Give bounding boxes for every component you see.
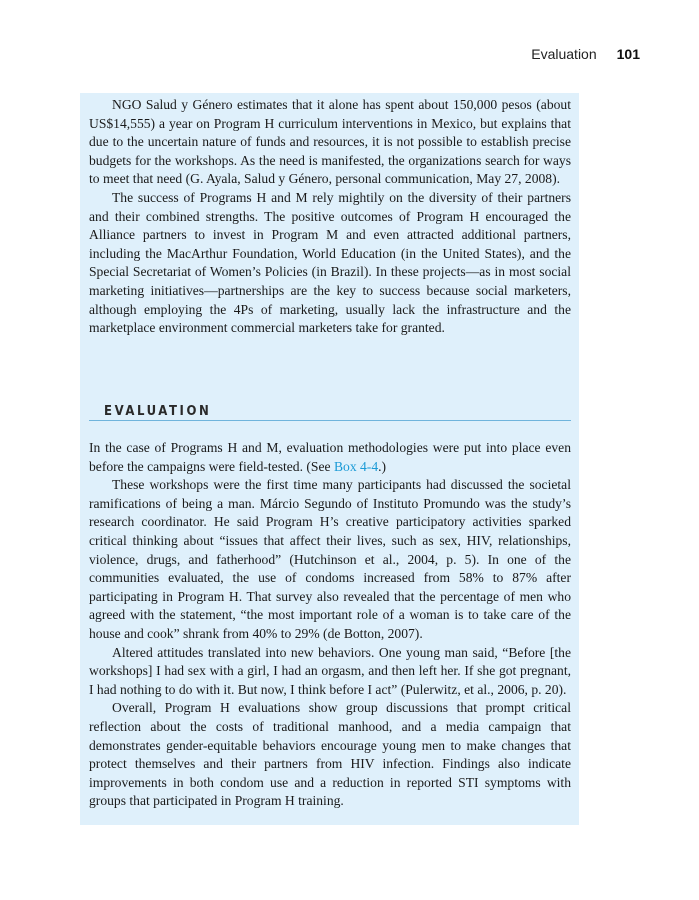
intro-paragraph-1: NGO Salud y Género estimates that it alone has spent about 150,000 pesos (about US$14,555) a year on Program H curriculum interventions in Mexico, but explains that due to the uncertain nature of funds and resources, it is not possible to establish precise budgets for the workshops. As the need is manifested, the organizations search for ways to meet that need (G. Ayala, Salud y Género, personal communication, May 27, 2008).: [89, 97, 571, 187]
evaluation-paragraph-3: Altered attitudes translated into new behaviors. One young man said, “Before [the workshops] I had sex with a girl, I had an orgasm, and then left her. If she got pregnant, I had nothing to do with it. But now, I think before I act” (Pulerwitz, et al., 2006, p. 20).: [89, 644, 571, 697]
intro-paragraph-2: The success of Programs H and M rely mightily on the diversity of their partners and their combined strengths. The positive outcomes of Program H encouraged the Alliance partners to invest in Program M and even attracted additional partners, including the MacArthur Foundation, World Education (in the United States), and the Special Secretariat of Women’s Policies (in Brazil). In these projects—as in most social marketing initiatives—partnerships are the key to success because social marketers, although employing the 4Ps of marketing, usually lack the infrastructure and the marketplace environment commercial marketers take for granted.: [89, 189, 571, 336]
evaluation-text: [89, 439, 571, 811]
section-heading-label: EVALUATION: [104, 404, 212, 419]
box-reference-link[interactable]: Box 4-4: [333, 458, 379, 474]
evaluation-paragraph-2: These workshops were the first time many participants had discussed the societal ramifications of being a man. Márcio Segundo of Instituto Promundo was the study’s research coordinator. He said Program H’s creative participatory activities sparked critical thinking about “issues that affect their lives, such as sex, HIV, relationships, violence, drugs, and fatherhood” (Hutchinson et al., 2004, p. 5). In one of the communities evaluated, the use of condoms increased from 58% to 87% after participating in Program H. That survey also revealed that the percentage of men who agreed with the statement, “the most important role of a woman is to take care of the house and cook” shrank from 40% to 29% (de Botton, 2007).: [89, 477, 571, 641]
evaluation-paragraph-1-text: In the case of Programs H and M, evaluation methodologies were put into place even before the campaigns were field-tested. (See: [89, 440, 571, 474]
page-number: 101: [616, 46, 640, 62]
intro-text: [89, 96, 571, 338]
evaluation-paragraph-1-end: .): [378, 458, 387, 474]
section-heading: [89, 402, 571, 421]
evaluation-paragraph-1: [89, 439, 571, 476]
running-head-section: Evaluation: [531, 46, 597, 62]
evaluation-paragraph-4: Overall, Program H evaluations show group discussions that prompt critical reflection about the costs of traditional manhood, and a media campaign that demonstrates gender-equitable behaviors encourage young men to make changes that protect themselves and their partners from HIV infection. Findings also indicate improvements in both condom use and a reduction in reported STI symptoms with groups that participated in Program H training.: [89, 700, 571, 809]
running-head: [531, 46, 640, 66]
